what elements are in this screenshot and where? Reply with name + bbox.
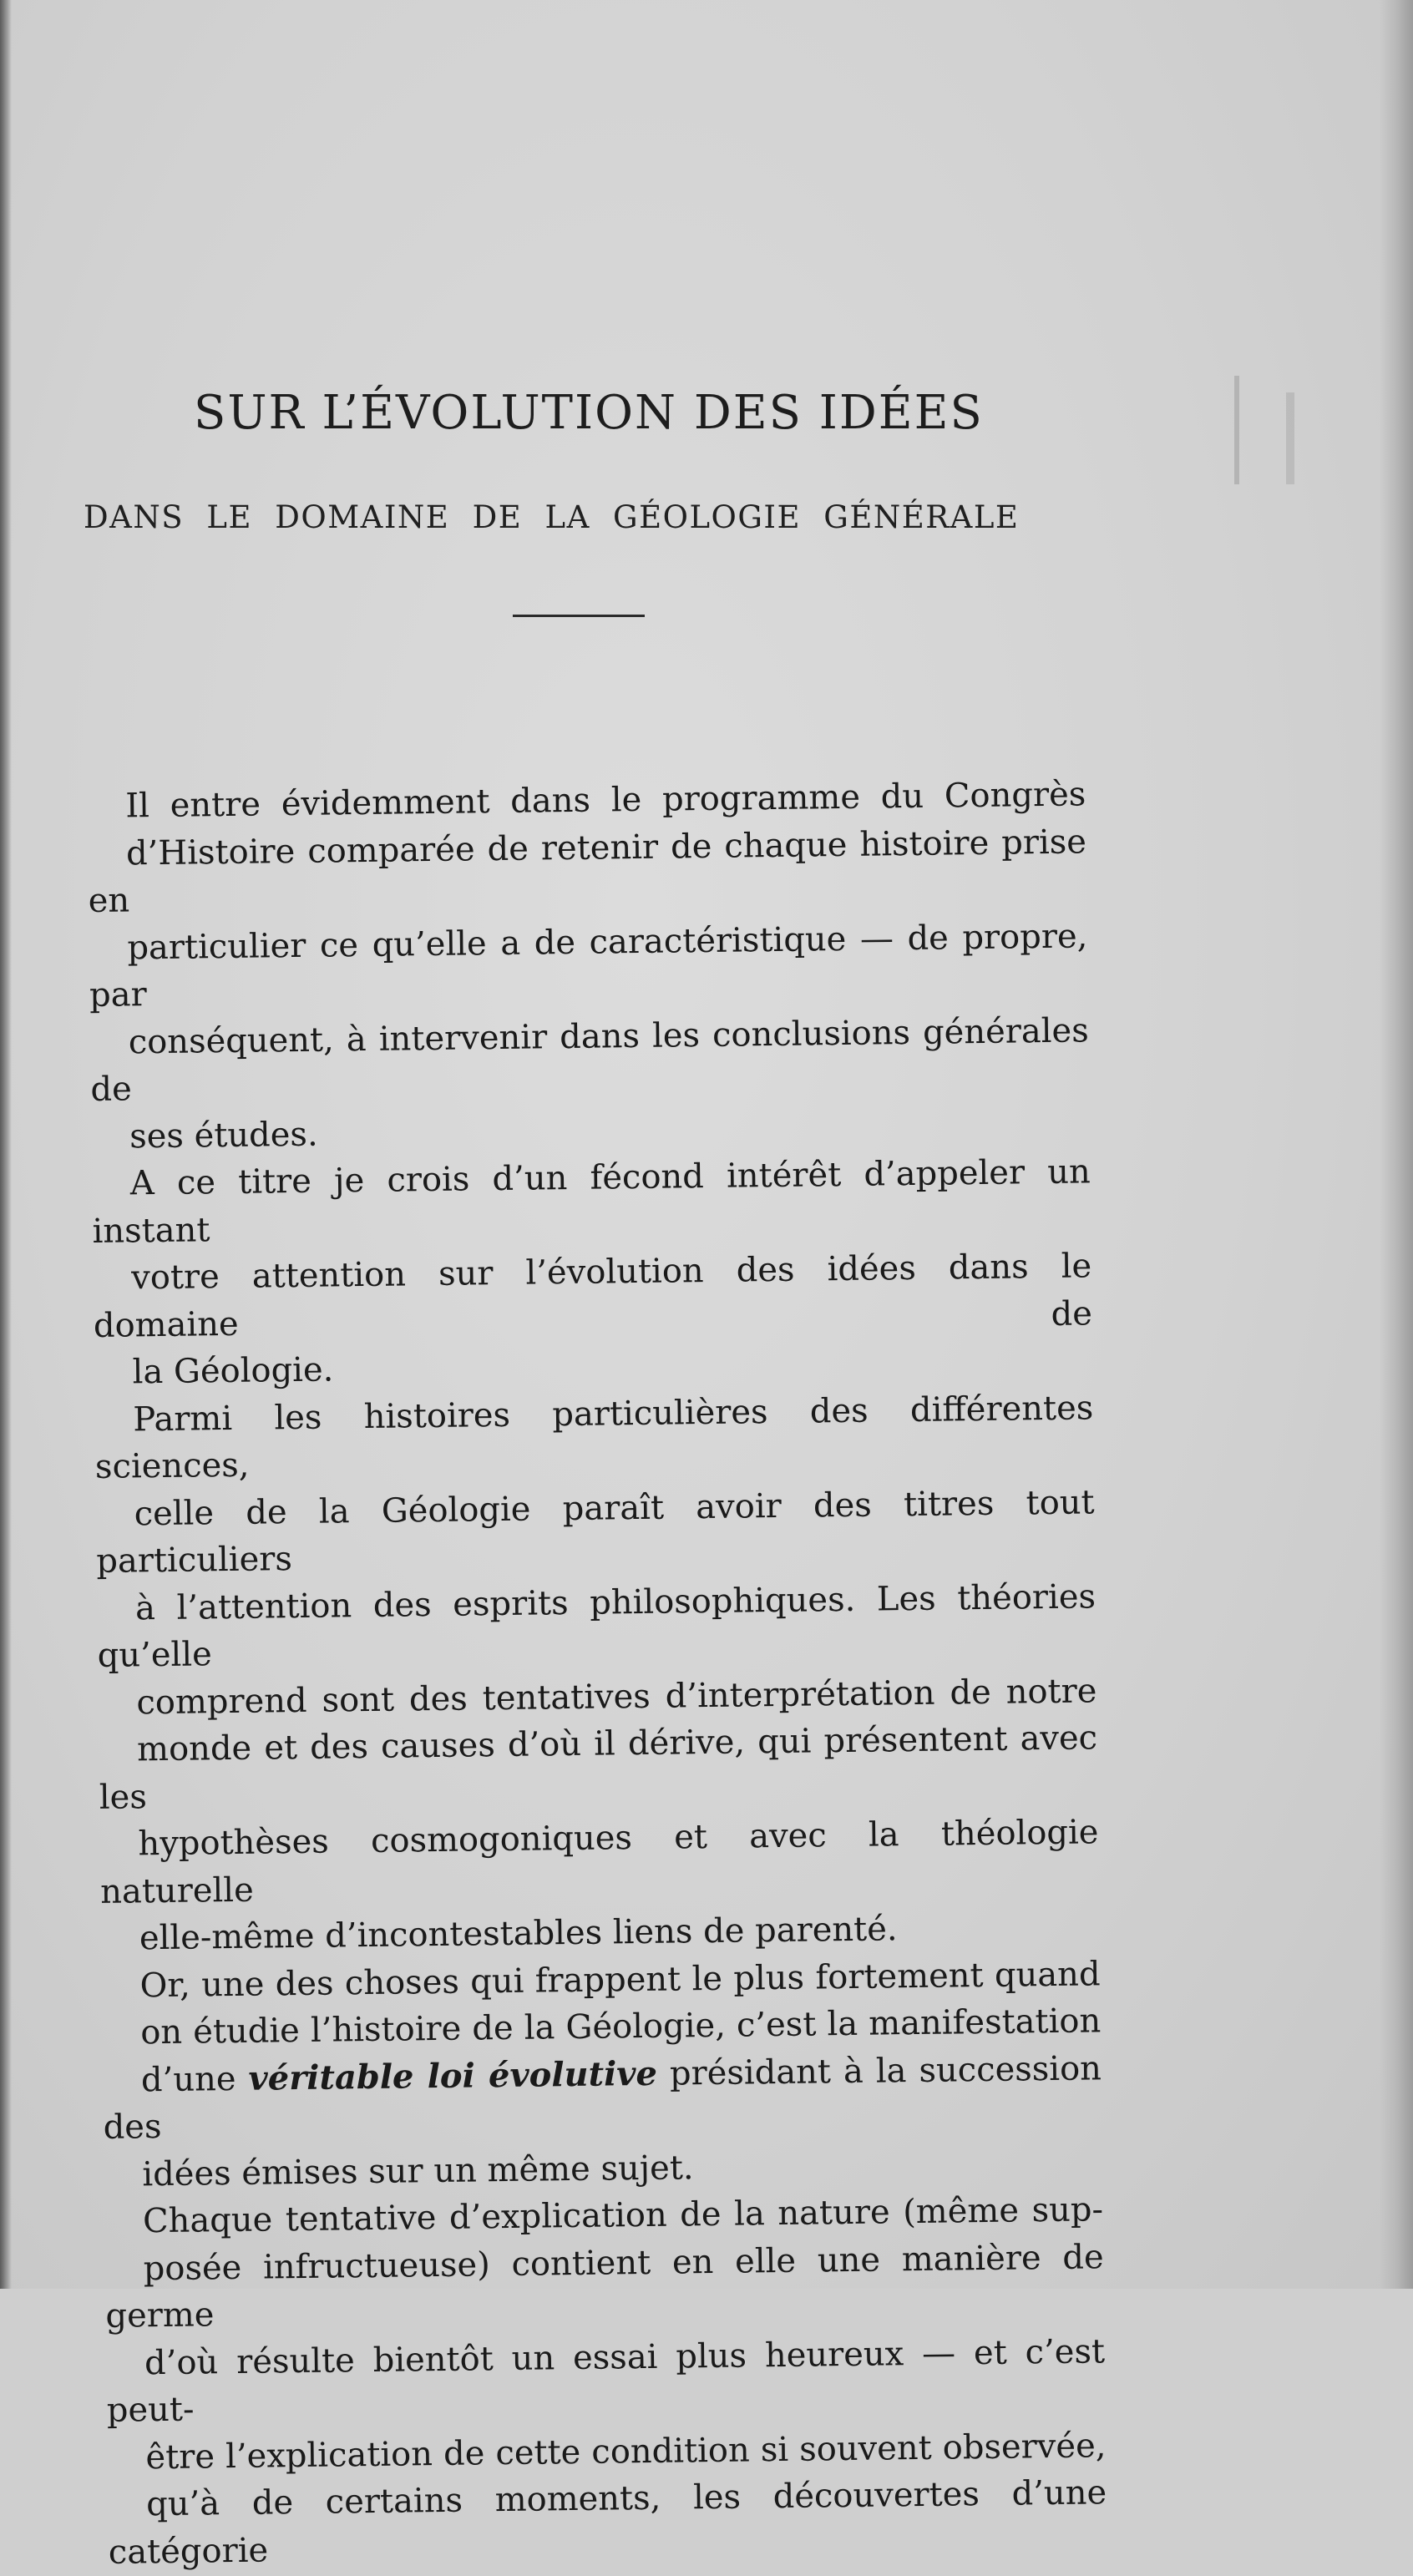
text-line: votre attention sur l’évolution des idées dans le domaine de — [93, 1247, 1093, 1345]
text-line: A ce titre je crois d’un fécond intérêt d’appeler un instant — [92, 1152, 1091, 1251]
text-line: posée infructueuse) contient en elle une manière de germe — [105, 2237, 1104, 2336]
text-line: la Géologie. — [132, 1350, 334, 1392]
paragraph-3 — [94, 1384, 1100, 1963]
text-line — [103, 2045, 1102, 2152]
text-segment: présidant à la succession des — [103, 2048, 1102, 2147]
text-line: comprend sont des tentatives d’interprétation de notre — [136, 1671, 1097, 1722]
emphasized-phrase: véritable loi évolutive — [248, 2053, 658, 2098]
text-line: d’où résulte bientôt un essai plus heureux — et c’est peut- — [106, 2331, 1106, 2430]
text-line: idées émises sur un même sujet. — [142, 2148, 694, 2194]
title-divider — [513, 615, 645, 617]
text-line: à l’attention des esprits philosophiques. Les théories qu’elle — [97, 1576, 1096, 1675]
text-line: qu’à de certains moments, les découvertes d’une catégorie — [108, 2473, 1107, 2572]
page-subtitle: DANS LE DOMAINE DE LA GÉOLOGIE GÉNÉRALE — [84, 499, 1020, 535]
text-line: d’Histoire comparée de retenir de chaque histoire prise en — [88, 822, 1087, 920]
page-left-shadow — [0, 0, 12, 2289]
page-title: SUR L’ÉVOLUTION DES IDÉES — [194, 386, 984, 440]
paragraph-2 — [92, 1148, 1093, 1396]
text-line: ses études. — [129, 1115, 318, 1156]
text-line: on étudie l’histoire de la Géologie, c’est la manifestation — [140, 2002, 1102, 2052]
text-segment: d’une — [140, 2059, 249, 2099]
text-line: celle de la Géologie paraît avoir des titres tout particuliers — [96, 1482, 1095, 1581]
paragraph-4 — [101, 1951, 1102, 2199]
text-line: elle-même d’incontestables liens de parenté. — [139, 1910, 898, 1958]
text-line: Parmi les histoires particulières des différentes sciences, — [94, 1388, 1094, 1486]
text-line: Il entre évidemment dans le programme du Congrès — [125, 775, 1086, 826]
binding-mark — [1234, 376, 1239, 484]
text-line: conséquent, à intervenir dans les conclusions générales de — [90, 1010, 1089, 1109]
binding-mark — [1286, 392, 1294, 484]
text-line: hypothèses cosmogoniques et avec la théologie naturelle — [99, 1813, 1099, 1911]
page-right-shadow — [1380, 0, 1413, 2289]
text-line: être l’explication de cette condition si souvent observée, — [145, 2426, 1107, 2477]
body-text — [87, 771, 1107, 2575]
paragraph-1 — [87, 771, 1090, 1161]
text-line: particulier ce qu’elle a de caractéristique — de propre, par — [89, 916, 1088, 1015]
text-line: Chaque tentative d’explication de la nature (même sup- — [142, 2190, 1104, 2241]
paragraph-5 — [104, 2186, 1107, 2576]
text-line: monde et des causes d’où il dérive, qui présentent avec les — [99, 1718, 1098, 1817]
text-line: Or, une des choses qui frappent le plus fortement quand — [139, 1954, 1101, 2005]
